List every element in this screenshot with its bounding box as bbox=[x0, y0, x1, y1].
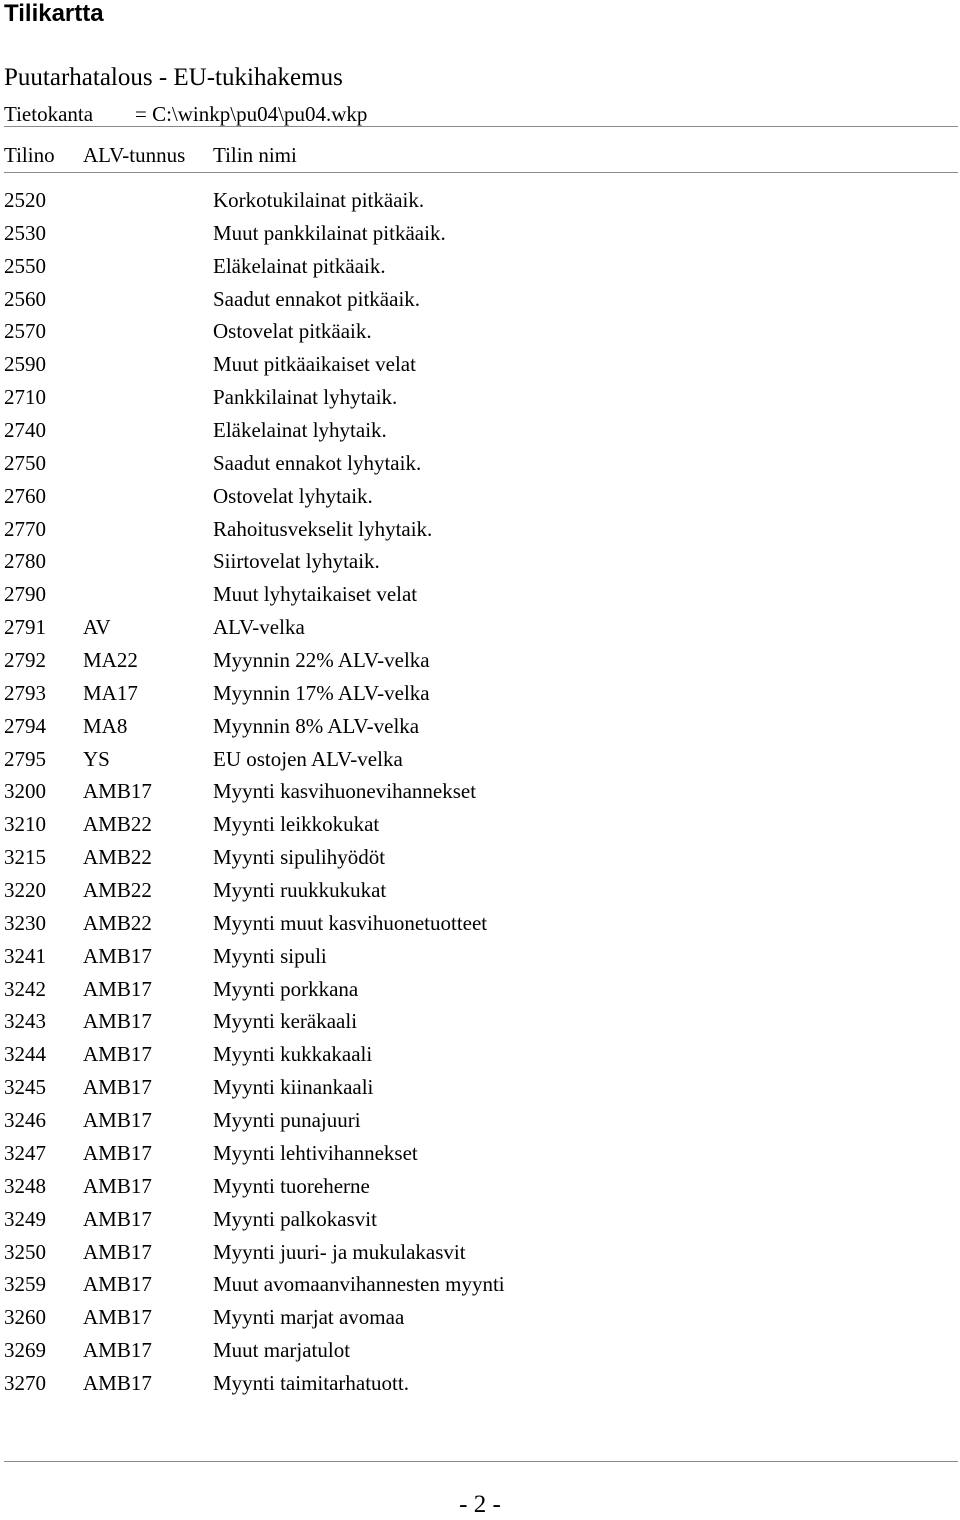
account-vat-code: AMB22 bbox=[83, 845, 152, 870]
account-number: 2550 bbox=[4, 253, 46, 278]
account-row bbox=[0, 743, 960, 776]
account-number: 2760 bbox=[4, 483, 46, 508]
account-vat-code: AMB17 bbox=[83, 1206, 152, 1231]
account-name: Myynti kiinankaali bbox=[213, 1075, 374, 1100]
account-name: Ostovelat pitkäaik. bbox=[213, 319, 372, 344]
account-name: Myynti keräkaali bbox=[213, 1009, 358, 1034]
account-row bbox=[0, 283, 960, 316]
account-name: Korkotukilainat pitkäaik. bbox=[213, 188, 425, 212]
account-name: Myynti porkkana bbox=[213, 976, 359, 1001]
account-vat-code: AMB17 bbox=[83, 1370, 152, 1395]
account-row bbox=[0, 940, 960, 973]
account-number: 3249 bbox=[4, 1206, 46, 1231]
account-number: 3247 bbox=[4, 1140, 46, 1165]
account-row bbox=[0, 1071, 960, 1104]
account-number: 3269 bbox=[4, 1338, 46, 1363]
account-row bbox=[0, 545, 960, 578]
document-title: Tilikartta bbox=[4, 0, 104, 27]
account-name: Myynti palkokasvit bbox=[213, 1206, 377, 1231]
account-name: Myynti marjat avomaa bbox=[213, 1305, 405, 1330]
account-name: Muut pankkilainat pitkäaik. bbox=[213, 220, 446, 245]
account-name: Pankkilainat lyhytaik. bbox=[213, 385, 398, 410]
account-name: Myynti juuri- ja mukulakasvit bbox=[213, 1239, 466, 1264]
account-name: Saadut ennakot lyhytaik. bbox=[213, 450, 422, 475]
account-vat-code: AMB17 bbox=[83, 1239, 152, 1264]
account-vat-code: AMB22 bbox=[83, 878, 152, 903]
account-name: Muut marjatulot bbox=[213, 1338, 351, 1363]
account-name: Myynti punajuuri bbox=[213, 1108, 361, 1133]
account-vat-code: AMB17 bbox=[83, 1305, 152, 1330]
account-name: Muut pitkäaikaiset velat bbox=[213, 352, 416, 377]
account-name: Myynti muut kasvihuonetuotteet bbox=[213, 910, 488, 935]
account-row bbox=[0, 677, 960, 710]
account-list bbox=[0, 184, 960, 1400]
account-name: Muut avomaanvihannesten myynti bbox=[213, 1272, 505, 1297]
account-row bbox=[0, 611, 960, 644]
column-header-vat-code: ALV-tunnus bbox=[83, 143, 186, 167]
account-number: 3246 bbox=[4, 1108, 46, 1133]
account-number: 2740 bbox=[4, 418, 46, 443]
account-number: 2794 bbox=[4, 713, 46, 738]
account-number: 2710 bbox=[4, 385, 46, 410]
account-number: 3241 bbox=[4, 943, 46, 968]
account-row bbox=[0, 1104, 960, 1137]
account-row bbox=[0, 184, 960, 217]
footer-divider bbox=[4, 1461, 958, 1462]
account-name: Myynti kukkakaali bbox=[213, 1042, 373, 1067]
account-row bbox=[0, 348, 960, 381]
account-number: 2770 bbox=[4, 516, 46, 541]
account-row bbox=[0, 1170, 960, 1203]
account-name: Eläkelainat lyhytaik. bbox=[213, 418, 387, 443]
database-label: Tietokanta bbox=[4, 102, 94, 126]
account-number: 3220 bbox=[4, 878, 46, 903]
column-header-divider bbox=[4, 172, 958, 173]
account-row bbox=[0, 1236, 960, 1269]
account-number: 2793 bbox=[4, 680, 46, 705]
account-row bbox=[0, 381, 960, 414]
account-vat-code: AMB17 bbox=[83, 1108, 152, 1133]
page-number: - 2 - bbox=[459, 1491, 501, 1518]
account-row bbox=[0, 710, 960, 743]
account-name: Myynti leikkokukat bbox=[213, 812, 380, 837]
account-vat-code: AMB17 bbox=[83, 1272, 152, 1297]
account-name: Myynnin 8% ALV-velka bbox=[213, 713, 420, 738]
account-row bbox=[0, 1005, 960, 1038]
account-row bbox=[0, 1137, 960, 1170]
account-row bbox=[0, 1268, 960, 1301]
account-name: Siirtovelat lyhytaik. bbox=[213, 549, 380, 574]
account-name: Myynti sipulihyödöt bbox=[213, 845, 386, 870]
account-number: 2520 bbox=[4, 188, 46, 212]
account-row bbox=[0, 808, 960, 841]
account-name: ALV-velka bbox=[213, 615, 305, 640]
account-number: 3270 bbox=[4, 1370, 46, 1395]
account-vat-code: MA17 bbox=[83, 680, 138, 705]
account-number: 2795 bbox=[4, 746, 46, 771]
account-number: 2780 bbox=[4, 549, 46, 574]
account-number: 3245 bbox=[4, 1075, 46, 1100]
account-row bbox=[0, 315, 960, 348]
account-name: Myynti kasvihuonevihannekset bbox=[213, 779, 477, 804]
account-vat-code: AMB22 bbox=[83, 812, 152, 837]
account-number: 2570 bbox=[4, 319, 46, 344]
account-row bbox=[0, 414, 960, 447]
column-header-account-name: Tilin nimi bbox=[213, 143, 297, 167]
account-row bbox=[0, 447, 960, 480]
account-name: EU ostojen ALV-velka bbox=[213, 746, 403, 771]
account-vat-code: AMB17 bbox=[83, 1075, 152, 1100]
account-name: Rahoitusvekselit lyhytaik. bbox=[213, 516, 433, 541]
account-name: Saadut ennakot pitkäaik. bbox=[213, 286, 421, 311]
account-vat-code: AMB17 bbox=[83, 779, 152, 804]
company-name: Puutarhatalous - EU-tukihakemus bbox=[4, 64, 343, 91]
account-vat-code: MA8 bbox=[83, 713, 128, 738]
account-number: 3250 bbox=[4, 1239, 46, 1264]
account-row bbox=[0, 1301, 960, 1334]
account-row bbox=[0, 1367, 960, 1400]
account-row bbox=[0, 973, 960, 1006]
account-row bbox=[0, 217, 960, 250]
account-vat-code: AMB17 bbox=[83, 1009, 152, 1034]
account-name: Myynti lehtivihannekset bbox=[213, 1140, 418, 1165]
account-number: 3242 bbox=[4, 976, 46, 1001]
account-name: Eläkelainat pitkäaik. bbox=[213, 253, 386, 278]
account-vat-code: AMB17 bbox=[83, 976, 152, 1001]
account-number: 3259 bbox=[4, 1272, 46, 1297]
account-vat-code: YS bbox=[83, 746, 110, 771]
account-name: Myynnin 22% ALV-velka bbox=[213, 648, 430, 673]
account-vat-code: AMB22 bbox=[83, 910, 152, 935]
account-number: 2560 bbox=[4, 286, 46, 311]
account-row bbox=[0, 644, 960, 677]
account-vat-code: MA22 bbox=[83, 648, 138, 673]
account-row bbox=[0, 578, 960, 611]
account-number: 2791 bbox=[4, 615, 46, 640]
account-number: 3200 bbox=[4, 779, 46, 804]
account-number: 2792 bbox=[4, 648, 46, 673]
account-vat-code: AMB17 bbox=[83, 1173, 152, 1198]
account-name: Muut lyhytaikaiset velat bbox=[213, 582, 418, 607]
account-vat-code: AMB17 bbox=[83, 1338, 152, 1363]
database-path: = C:\winkp\pu04\pu04.wkp bbox=[135, 102, 368, 126]
account-number: 3244 bbox=[4, 1042, 46, 1067]
account-vat-code: AMB17 bbox=[83, 1140, 152, 1165]
account-row bbox=[0, 874, 960, 907]
account-number: 3248 bbox=[4, 1173, 46, 1198]
column-header-account-number: Tilino bbox=[4, 143, 55, 167]
account-name: Myynti ruukkukukat bbox=[213, 878, 387, 903]
account-name: Ostovelat lyhytaik. bbox=[213, 483, 373, 508]
account-row bbox=[0, 907, 960, 940]
account-number: 2790 bbox=[4, 582, 46, 607]
account-row bbox=[0, 841, 960, 874]
account-number: 3260 bbox=[4, 1305, 46, 1330]
account-vat-code: AMB17 bbox=[83, 1042, 152, 1067]
account-row bbox=[0, 1334, 960, 1367]
account-number: 3243 bbox=[4, 1009, 46, 1034]
account-name: Myynti sipuli bbox=[213, 943, 327, 968]
account-row bbox=[0, 250, 960, 283]
account-vat-code: AMB17 bbox=[83, 943, 152, 968]
account-row bbox=[0, 775, 960, 808]
account-row bbox=[0, 1203, 960, 1236]
account-name: Myynnin 17% ALV-velka bbox=[213, 680, 430, 705]
account-vat-code: AV bbox=[83, 615, 111, 640]
account-number: 2530 bbox=[4, 220, 46, 245]
account-number: 3210 bbox=[4, 812, 46, 837]
account-number: 2750 bbox=[4, 450, 46, 475]
account-number: 3215 bbox=[4, 845, 46, 870]
account-row bbox=[0, 513, 960, 546]
account-row bbox=[0, 480, 960, 513]
account-name: Myynti taimitarhatuott. bbox=[213, 1370, 409, 1395]
account-number: 3230 bbox=[4, 910, 46, 935]
header-divider bbox=[4, 126, 958, 127]
account-name: Myynti tuoreherne bbox=[213, 1173, 370, 1198]
account-row bbox=[0, 1038, 960, 1071]
account-number: 2590 bbox=[4, 352, 46, 377]
